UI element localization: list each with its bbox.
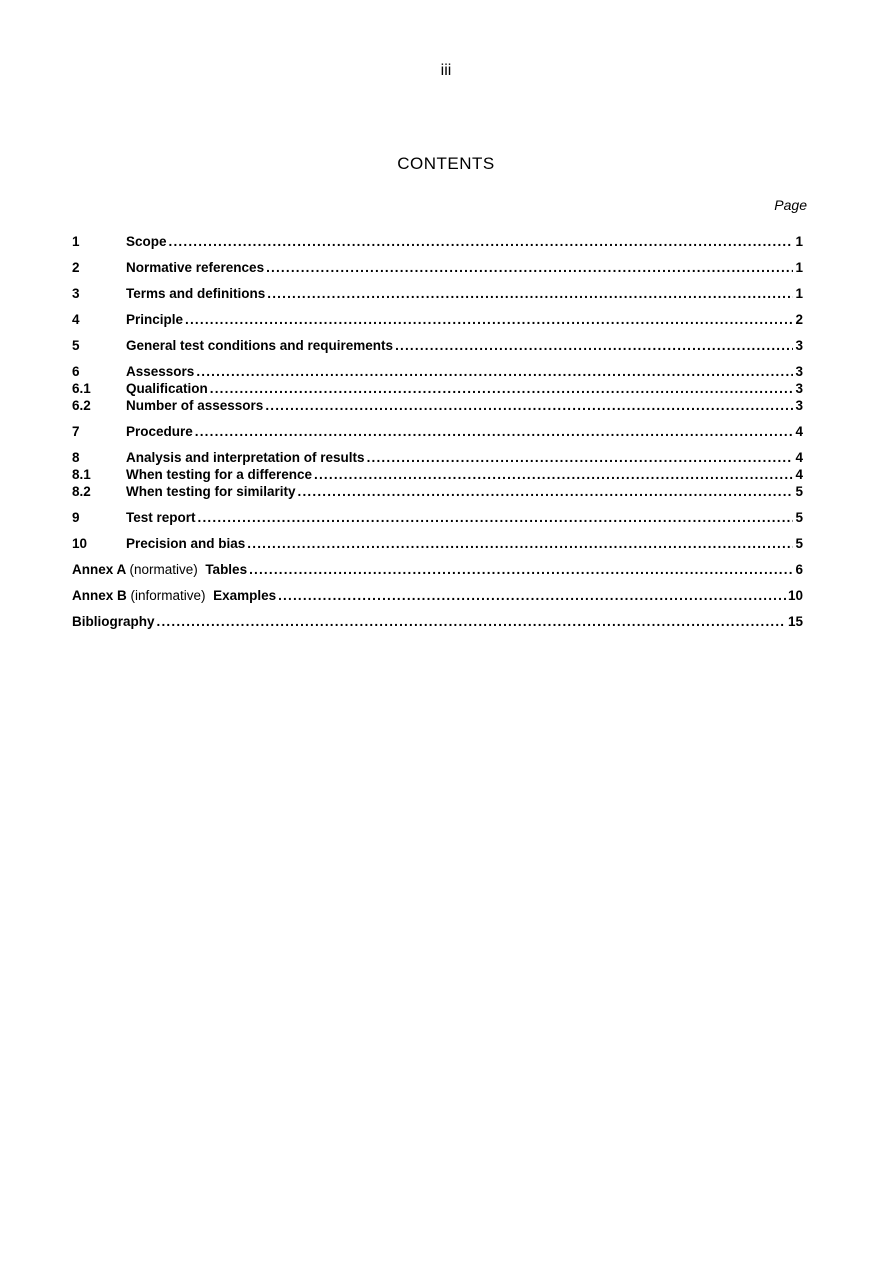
toc-entry-number: 4 bbox=[72, 312, 80, 327]
toc-entry-label: Precision and bias bbox=[126, 536, 246, 551]
toc-entry-label: Qualification bbox=[126, 381, 208, 396]
toc-entry[interactable] bbox=[72, 233, 803, 250]
page-number: iii bbox=[440, 62, 452, 79]
annex-type: (normative) bbox=[129, 562, 198, 577]
toc-entry-number: 6.1 bbox=[72, 381, 91, 396]
dot-leader bbox=[298, 483, 794, 500]
toc-entry[interactable] bbox=[72, 363, 803, 380]
annex-title: Tables bbox=[205, 562, 248, 577]
dot-leader bbox=[249, 561, 793, 578]
toc-entry-page: 10 bbox=[787, 588, 803, 603]
toc-entry-page: 1 bbox=[795, 286, 803, 301]
dot-leader bbox=[266, 259, 793, 276]
toc-entry-number: 6.2 bbox=[72, 398, 91, 413]
dot-leader bbox=[169, 233, 794, 250]
toc-entry-page: 6 bbox=[795, 562, 803, 577]
dot-leader bbox=[247, 535, 793, 552]
toc-entry-label: Procedure bbox=[126, 424, 193, 439]
toc-entry[interactable] bbox=[72, 483, 803, 500]
dot-leader bbox=[278, 587, 786, 604]
toc-entry[interactable] bbox=[72, 449, 803, 466]
toc-entry-label: Scope bbox=[126, 234, 167, 249]
toc-entry[interactable] bbox=[72, 311, 803, 328]
toc-entry-page: 1 bbox=[795, 260, 803, 275]
toc-entry-label: Test report bbox=[126, 510, 196, 525]
toc-entry-bibliography[interactable] bbox=[72, 613, 803, 630]
dot-leader bbox=[196, 363, 793, 380]
toc-entry[interactable] bbox=[72, 509, 803, 526]
toc-entry-number: 6 bbox=[72, 364, 80, 379]
dot-leader bbox=[198, 509, 794, 526]
annex-type: (informative) bbox=[130, 588, 206, 603]
toc-entry-number: 7 bbox=[72, 424, 80, 439]
toc-entry-number: 5 bbox=[72, 338, 80, 353]
toc-entry-label: Analysis and interpretation of results bbox=[126, 450, 365, 465]
toc-entry-page: 2 bbox=[795, 312, 803, 327]
toc-entry[interactable] bbox=[72, 466, 803, 483]
toc-entry-number: 1 bbox=[72, 234, 80, 249]
toc-entry-number: 10 bbox=[72, 536, 88, 551]
dot-leader bbox=[157, 613, 786, 630]
toc-entry-annex-a[interactable] bbox=[72, 561, 803, 578]
toc-entry-number: 3 bbox=[72, 286, 80, 301]
toc-entry-page: 3 bbox=[795, 364, 803, 379]
dot-leader bbox=[195, 423, 794, 440]
toc-entry-label bbox=[72, 561, 247, 578]
table-of-contents bbox=[72, 233, 803, 630]
contents-title: CONTENTS bbox=[397, 154, 495, 173]
toc-entry-page: 3 bbox=[795, 338, 803, 353]
dot-leader bbox=[210, 380, 794, 397]
annex-title: Examples bbox=[213, 588, 277, 603]
dot-leader bbox=[367, 449, 794, 466]
toc-entry[interactable] bbox=[72, 259, 803, 276]
toc-entry-page: 4 bbox=[795, 424, 803, 439]
dot-leader bbox=[395, 337, 793, 354]
toc-entry[interactable] bbox=[72, 285, 803, 302]
toc-entry-label: Terms and definitions bbox=[126, 286, 266, 301]
toc-entry-page: 4 bbox=[795, 450, 803, 465]
toc-entry-label: When testing for similarity bbox=[126, 484, 296, 499]
toc-entry-number: 2 bbox=[72, 260, 80, 275]
toc-entry[interactable] bbox=[72, 397, 803, 414]
toc-entry[interactable] bbox=[72, 423, 803, 440]
toc-entry-page: 4 bbox=[795, 467, 803, 482]
toc-entry-label: General test conditions and requirements bbox=[126, 338, 394, 353]
toc-entry-page: 5 bbox=[795, 536, 803, 551]
toc-entry-label: Normative references bbox=[126, 260, 265, 275]
toc-entry-label: When testing for a difference bbox=[126, 467, 313, 482]
toc-entry-page: 5 bbox=[795, 510, 803, 525]
toc-entry[interactable] bbox=[72, 337, 803, 354]
toc-entry[interactable] bbox=[72, 535, 803, 552]
toc-entry[interactable] bbox=[72, 380, 803, 397]
toc-entry-label: Bibliography bbox=[72, 614, 155, 629]
toc-entry-page: 1 bbox=[795, 234, 803, 249]
toc-entry-page: 5 bbox=[795, 484, 803, 499]
dot-leader bbox=[314, 466, 793, 483]
annex-id: Annex A bbox=[72, 562, 126, 577]
toc-entry-label: Number of assessors bbox=[126, 398, 264, 413]
toc-entry-label: Assessors bbox=[126, 364, 195, 379]
toc-entry-page: 3 bbox=[795, 381, 803, 396]
dot-leader bbox=[185, 311, 793, 328]
toc-entry-number: 8 bbox=[72, 450, 80, 465]
page-column-label: Page bbox=[774, 197, 807, 213]
annex-id: Annex B bbox=[72, 588, 127, 603]
toc-entry-label bbox=[72, 587, 276, 604]
toc-entry-number: 8.1 bbox=[72, 467, 91, 482]
toc-entry-number: 9 bbox=[72, 510, 80, 525]
toc-entry-annex-b[interactable] bbox=[72, 587, 803, 604]
toc-entry-page: 3 bbox=[795, 398, 803, 413]
dot-leader bbox=[267, 285, 793, 302]
toc-entry-label: Principle bbox=[126, 312, 184, 327]
toc-entry-page: 15 bbox=[787, 614, 803, 629]
dot-leader bbox=[265, 397, 793, 414]
toc-entry-number: 8.2 bbox=[72, 484, 91, 499]
